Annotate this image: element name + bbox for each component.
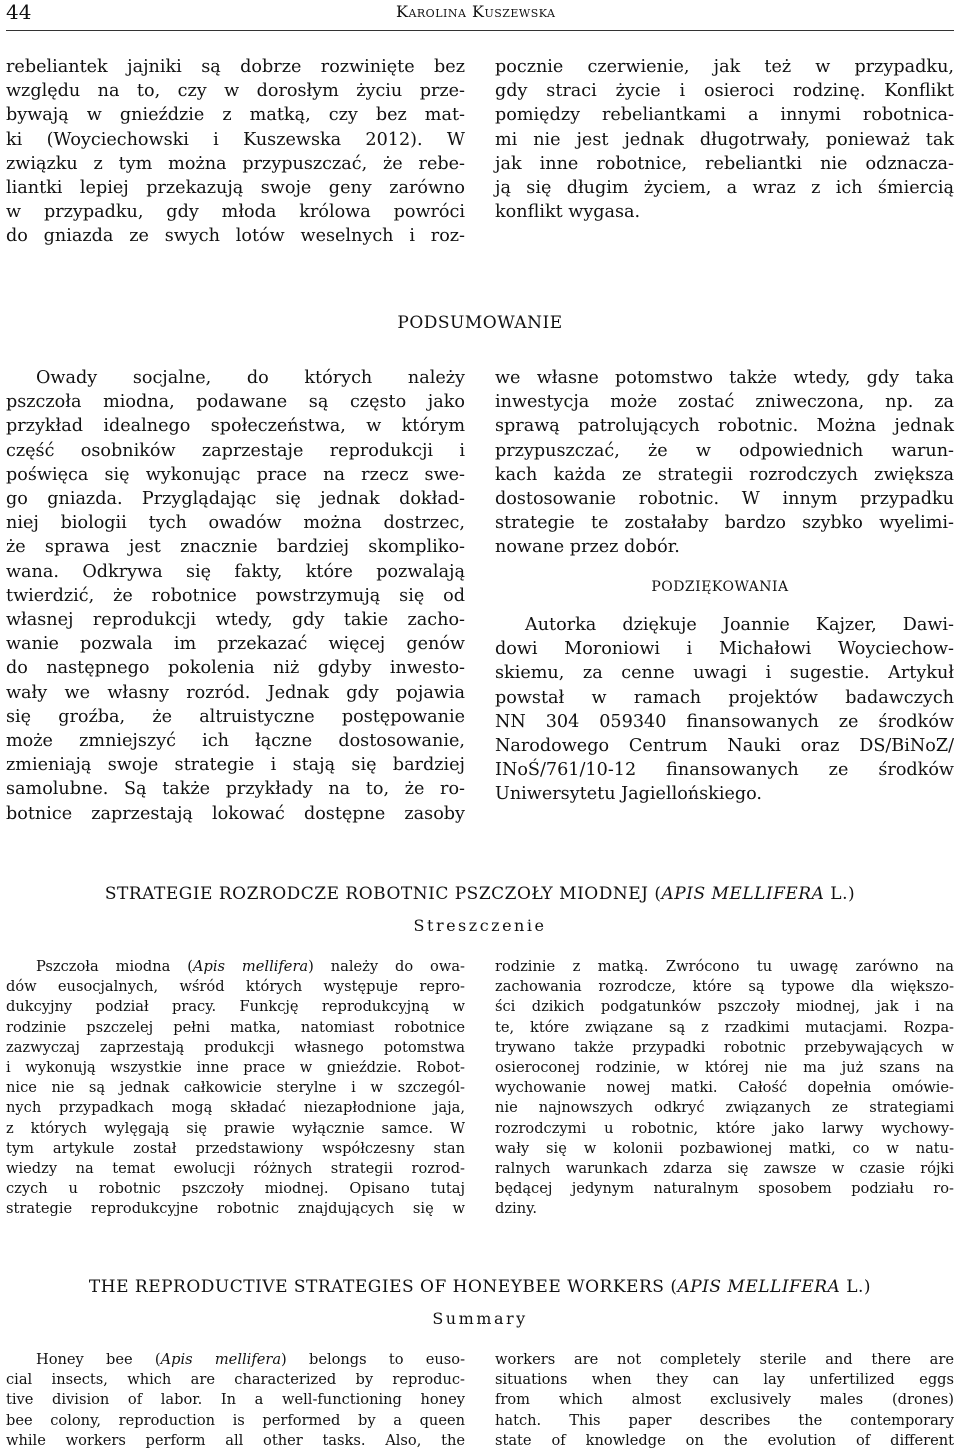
text-line: bywają w gnieździe z matką, czy bez mat-: [6, 105, 465, 126]
english-summary-right: [495, 1350, 954, 1451]
acknowledgements-column: [495, 613, 954, 807]
text-line: mi nie jest jednak długotrwały, ponieważ tak: [495, 129, 954, 150]
english-summary-title: THE REPRODUCTIVE STRATEGIES OF HONEYBEE WORKERS (APIS MELLIFERA L.): [88, 1277, 872, 1297]
text-line: zachowania rozrodcze, które są typowe dla większo-: [495, 978, 954, 996]
summary-right-column: [495, 366, 954, 560]
text-line: Uniwersytetu Jagiellońskiego.: [495, 784, 762, 805]
polish-abstract-left: [6, 957, 465, 1220]
text-line: pocznie czerwienie, jak też w przypadku,: [495, 57, 954, 77]
text-line: nice nie są jednak całkowicie sterylne i w szczegól-: [6, 1079, 465, 1097]
text-line: te, które związane są z rzadkimi mutacjami. Rozpa-: [495, 1018, 954, 1036]
summary-left-column: [6, 366, 465, 826]
text-line: wychowanie nowej matki. Całość dopełnia omówie-: [495, 1079, 954, 1097]
text-line: while workers perform all other tasks. Also, the: [6, 1431, 465, 1449]
text-line: dów eusocjalnych, wśród których występuje repro-: [6, 978, 465, 996]
text-line: trywano także przypadki robotnic przebywających w: [495, 1038, 954, 1056]
text-line: do następnego pokolenia niż gdyby inwesto-: [6, 658, 465, 679]
text-line: ki (Woyciechowski i Kuszewska 2012). W: [6, 129, 465, 150]
text-line: ralnych warunkach zdarza się zawsze w czasie rójki: [495, 1160, 954, 1178]
text-line: Owady socjalne, do których należy: [36, 368, 465, 388]
text-line: INoŚ/761/10-12 finansowanych ze środków: [495, 760, 954, 781]
text-line: strategie reprodukcyjne robotnic znajdujących się w: [6, 1200, 465, 1218]
text-line: rebeliantek jajniki są dobrze rozwinięte bez: [6, 57, 465, 77]
text-line: state of knowledge on the evolution of different: [495, 1431, 954, 1449]
text-line: kach każda ze strategii rozrodczych zwiększa: [495, 464, 954, 485]
text-line: zazwyczaj zaprzestają produkcji własnego potomstwa: [6, 1038, 465, 1056]
header-rule: [6, 30, 954, 31]
text-line: strategie te zostałaby bardzo szybko wyelimi-: [495, 513, 954, 534]
text-line: nie najnowszych odkryć związanych ze strategiami: [495, 1099, 954, 1117]
text-line: situations when they can lay unfertilized eggs: [495, 1371, 954, 1389]
text-line: część osobników zaprzestaje reprodukcji i: [6, 440, 465, 461]
text-line: związku z tym można przypuszczać, że rebe-: [6, 153, 465, 174]
text-line: zmieniają swoje strategie i stają się bardziej: [6, 755, 465, 776]
text-line: Narodowego Centrum Nauki oraz DS/BiNoZ/: [495, 736, 954, 757]
text-line: gdy straci życie i osieroci rodzinę. Konflikt: [495, 81, 954, 102]
text-line: rodzinie pszczelej pełni matka, natomiast robotnice: [6, 1018, 465, 1036]
text-line: poświęca się wykonując prace na rzecz swe-: [6, 464, 465, 485]
text-line: z których wylęgają się prawie wyłącznie samce. W: [6, 1119, 465, 1137]
text-line: dowi Moroniowi i Michałowi Woyciechow-: [495, 639, 954, 660]
text-line: powstał w ramach projektów badawczych: [495, 687, 954, 708]
text-line: skiemu, za cenne uwagi i sugestie. Artykuł: [495, 663, 954, 684]
running-title: Karolina Kuszewska: [396, 2, 556, 21]
text-line: Honey bee (Apis mellifera) belongs to euso-: [36, 1351, 465, 1368]
text-line: pszczoła miodna, podawane są często jako: [6, 392, 465, 413]
polish-abstract-title: STRATEGIE ROZRODCZE ROBOTNIC PSZCZOŁY MIODNEJ (APIS MELLIFERA L.): [104, 884, 856, 904]
english-summary-left: [6, 1350, 465, 1451]
page-number: 44: [6, 0, 32, 24]
text-line: botnice zaprzestają lokować dostępne zasoby: [6, 803, 465, 824]
text-line: NN 304 059340 finansowanych ze środków: [495, 711, 954, 732]
polish-abstract-right: [495, 957, 954, 1220]
top-left-column: [6, 55, 465, 249]
text-line: cial insects, which are characterized by reproduc-: [6, 1371, 465, 1389]
species-name: APIS MELLIFERA: [677, 1277, 841, 1297]
text-line: wały się w kolonii pozbawionej matki, co w natu-: [495, 1139, 954, 1157]
text-line: wiedzy na temat ewolucji różnych strategii rozrod-: [6, 1160, 465, 1178]
text-line: tive division of labor. In a well-functioning honey: [6, 1391, 465, 1409]
text-line: do gniazda ze swych lotów weselnych i roz-: [6, 226, 465, 247]
text-line: wanie pozwala im przekazać więcej genów: [6, 634, 465, 655]
english-summary-subtitle: Summary: [432, 1309, 528, 1328]
text-line: czych u robotnic pszczoły miodnej. Opisano tutaj: [6, 1180, 465, 1198]
text-line: Autorka dziękuje Joannie Kajzer, Dawi-: [525, 615, 954, 635]
text-line: nych przypadkach mogą składać niezapłodnione jaja,: [6, 1099, 465, 1117]
top-right-column: [495, 55, 954, 224]
text-line: ją się długim życiem, a wraz z ich śmiercią: [495, 178, 954, 199]
species-name: Apis mellifera: [192, 958, 309, 975]
text-line: będącej jedynym naturalnym sposobem podziału ro-: [495, 1180, 954, 1198]
text-line: inwestycja może zostać zniweczona, np. za: [495, 392, 954, 413]
text-line: niej biologii tych owadów można dostrzec,: [6, 513, 465, 534]
text-line: bee colony, reproduction is performed by a queen: [6, 1411, 465, 1429]
text-line: twierdzić, że robotnice powstrzymują się od: [6, 585, 465, 606]
text-line: się groźba, że altruistyczne postępowanie: [6, 706, 465, 727]
text-line: go gniazda. Przyglądając się jednak dokład-: [6, 489, 465, 510]
text-line: dziny.: [495, 1200, 538, 1218]
species-name: Apis mellifera: [160, 1351, 282, 1368]
text-line: pomiędzy rebeliantkami a innymi robotnica-: [495, 105, 954, 126]
text-line: hatch. This paper describes the contemporary: [495, 1411, 954, 1429]
text-line: że sprawa jest znacznie bardziej skompliko-: [6, 537, 465, 558]
text-line: workers are not completely sterile and there are: [495, 1351, 954, 1368]
text-line: wana. Odkrywa się fakty, które pozwalają: [6, 561, 465, 582]
species-name: APIS MELLIFERA: [661, 884, 825, 904]
text-line: samolubne. Są także przykłady na to, że ro-: [6, 779, 465, 800]
text-line: nowane przez dobór.: [495, 537, 680, 558]
text-line: liantki lepiej przekazują swoje geny zarówno: [6, 178, 465, 199]
text-line: osieroconej rodzinie, w której nie ma już szans na: [495, 1059, 954, 1077]
page-header: [6, 0, 960, 26]
text-line: przykład idealnego społeczeństwa, w którym: [6, 416, 465, 437]
text-line: jak inne robotnice, rebeliantki nie odznacza-: [495, 153, 954, 174]
text-line: własnej reprodukcji wtedy, gdy takie zacho-: [6, 610, 465, 631]
text-line: ści dzikich podgatunków pszczoły miodnej, jak i na: [495, 998, 954, 1016]
text-line: rodzinie z matką. Zwrócono tu uwagę zarówno na: [495, 958, 954, 975]
text-line: konflikt wygasa.: [495, 202, 641, 223]
text-line: dostosowanie robotnic. W innym przypadku: [495, 489, 954, 510]
text-line: i wykonują wszystkie inne prace w gnieździe. Robot-: [6, 1059, 465, 1077]
text-line: względu na to, czy w dorosłym życiu prze-: [6, 81, 465, 102]
text-line: może zmniejszyć ich łączne dostosowanie,: [6, 731, 465, 752]
text-line: we własne potomstwo także wtedy, gdy taka: [495, 368, 954, 388]
summary-heading: PODSUMOWANIE: [397, 313, 563, 333]
text-line: przypuszczać, że w odpowiednich warun-: [495, 440, 954, 461]
text-line: dukcyjny podział pracy. Funkcję reprodukcyjną w: [6, 998, 465, 1016]
text-line: wały we własny rozród. Jednak gdy pojawia: [6, 682, 465, 703]
text-line: sprawą patrolujących robotnic. Można jednak: [495, 416, 954, 437]
acknowledgements-heading: PODZIĘKOWANIA: [651, 579, 789, 595]
text-line: Pszczoła miodna (Apis mellifera) należy do owa-: [36, 958, 465, 975]
text-line: w przypadku, gdy młoda królowa powróci: [6, 202, 465, 223]
text-line: rozrodczymi u robotnic, które jako larwy wychowy-: [495, 1119, 954, 1137]
polish-abstract-subtitle: Streszczenie: [413, 916, 547, 935]
text-line: from which almost exclusively males (drones): [495, 1391, 954, 1409]
text-line: tym artykule został przedstawiony współczesny stan: [6, 1139, 465, 1157]
